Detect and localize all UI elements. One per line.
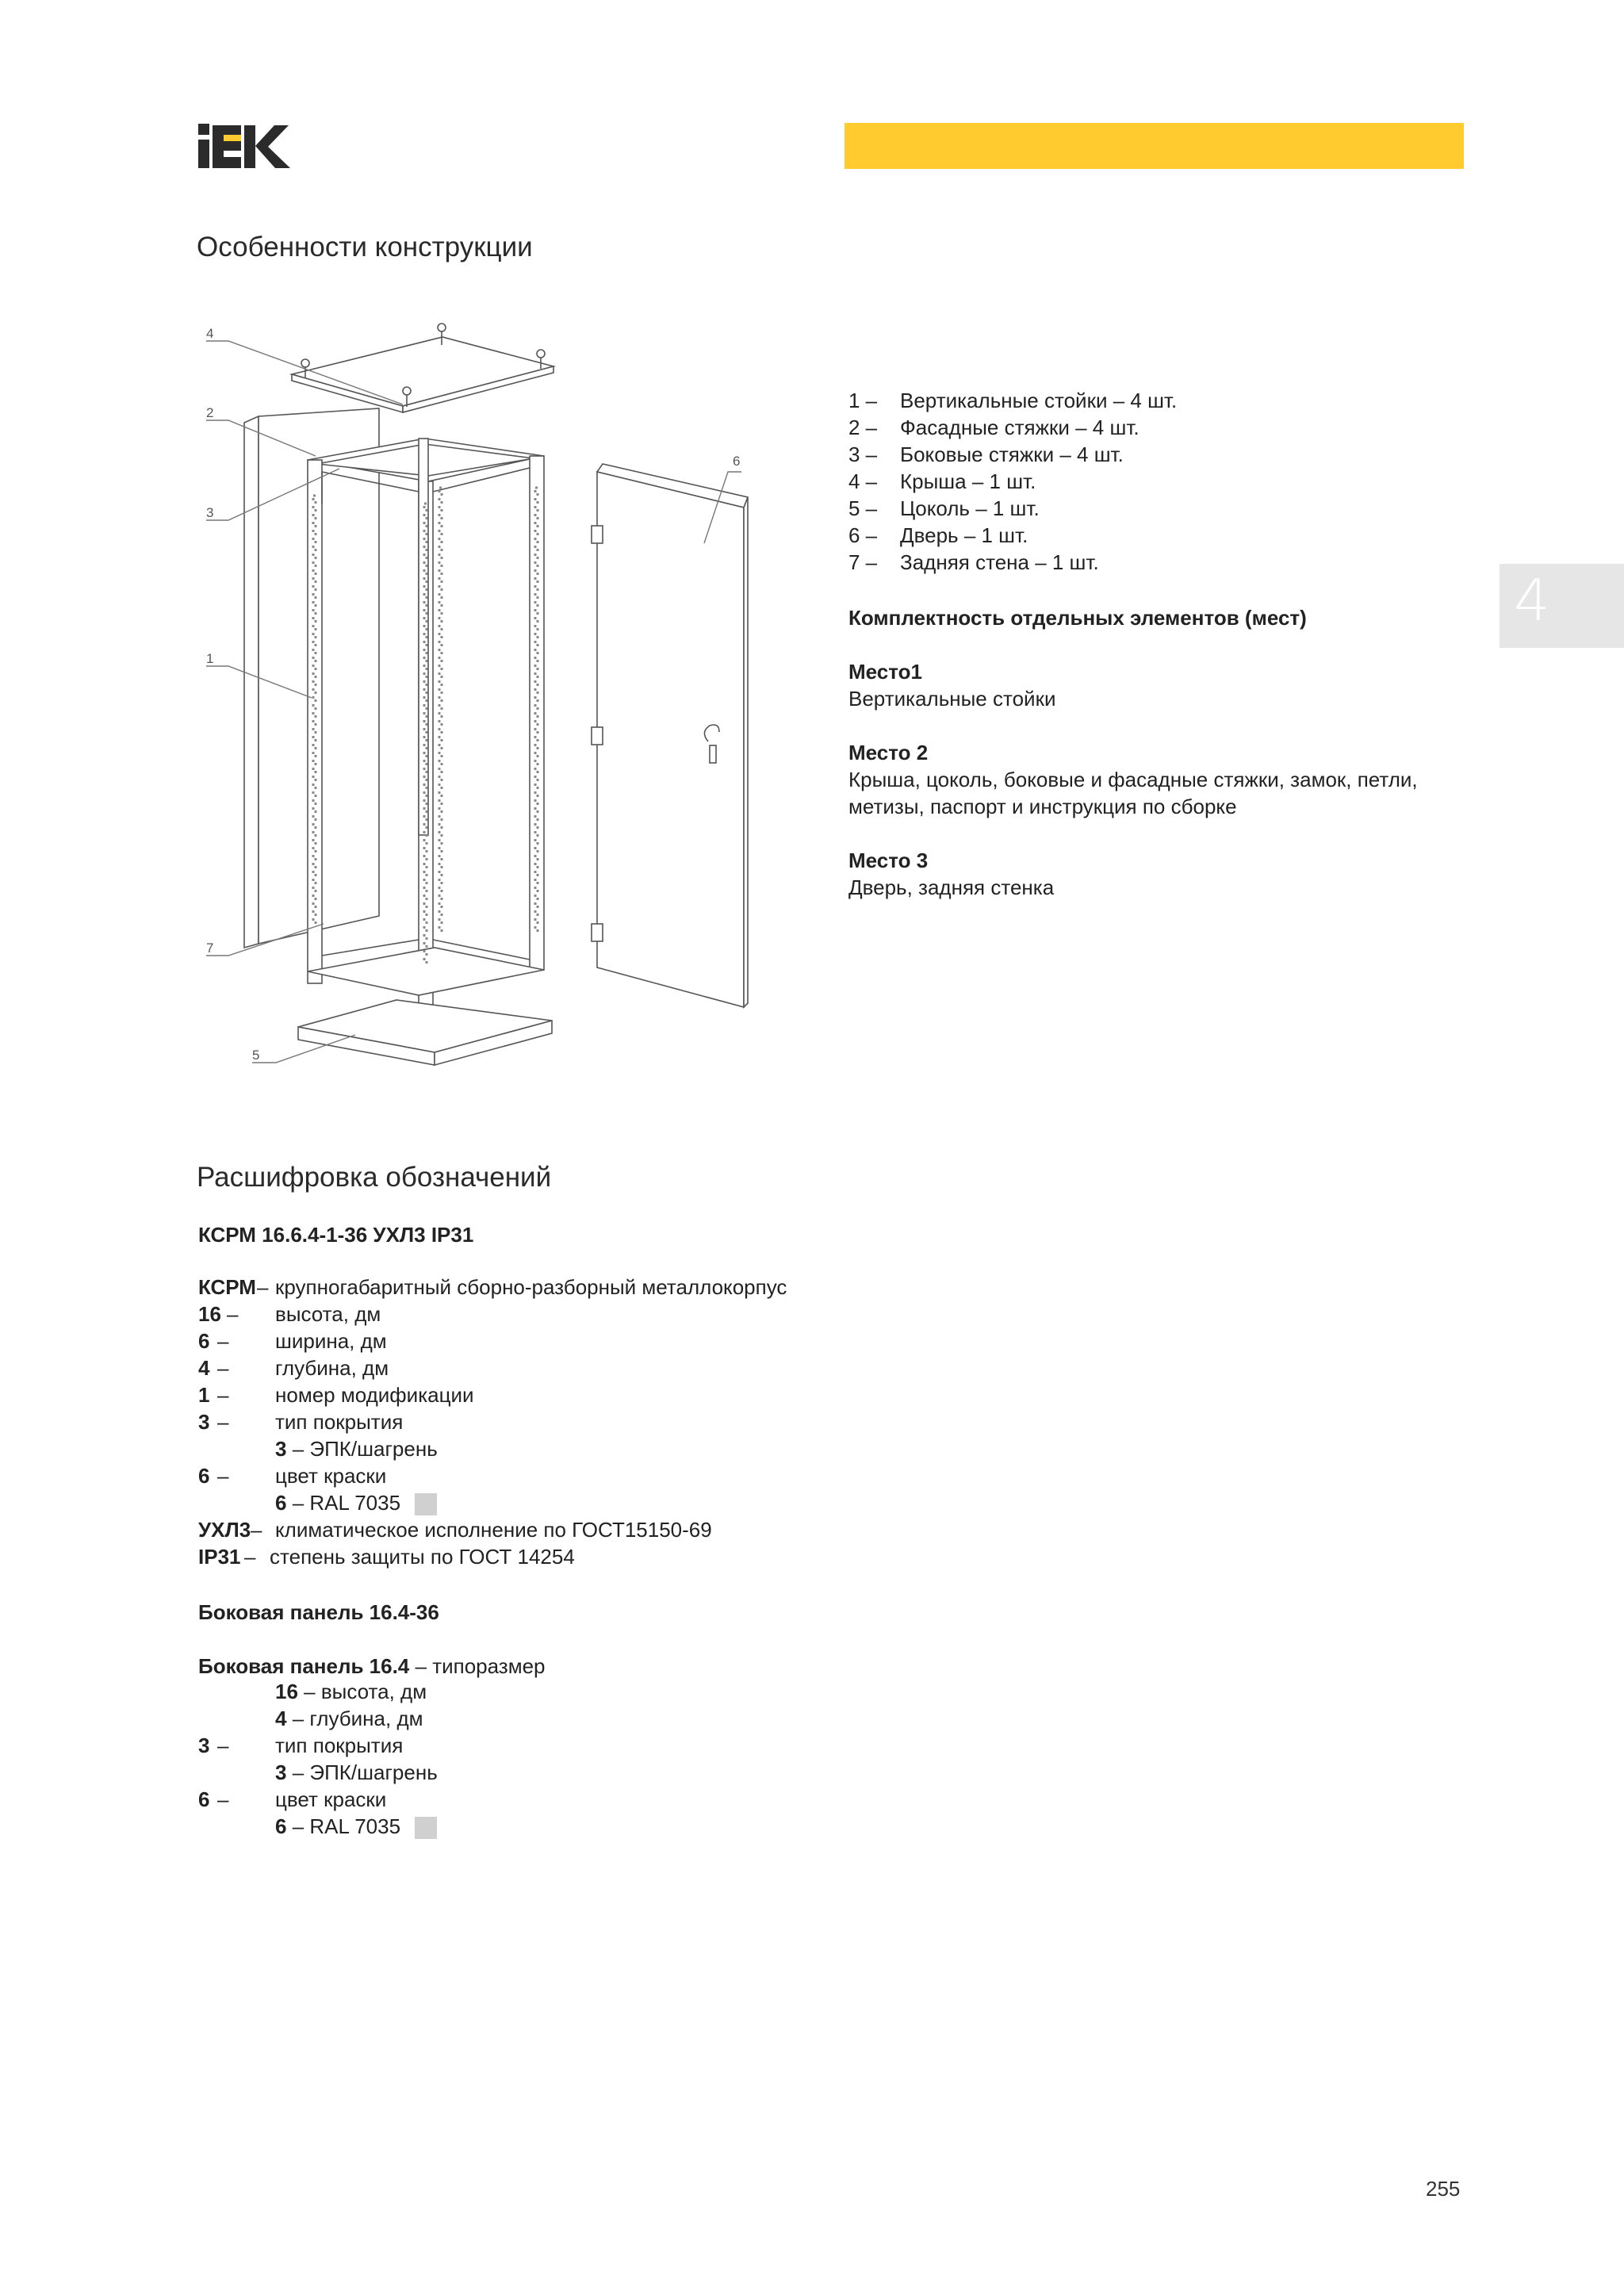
callout-3: 3 bbox=[206, 505, 214, 520]
callout-7: 7 bbox=[206, 941, 214, 956]
callout-5: 5 bbox=[252, 1048, 260, 1063]
side-panel-title: Боковая панель 16.4 – типоразмер bbox=[198, 1654, 546, 1678]
callout-4: 4 bbox=[206, 326, 214, 341]
cabinet-exploded-diagram bbox=[197, 313, 768, 1075]
callout-6: 6 bbox=[733, 454, 741, 469]
page-number: 255 bbox=[1426, 2177, 1461, 2201]
construction-title: Особенности конструкции bbox=[197, 232, 533, 262]
roof-panel bbox=[292, 337, 553, 406]
product-code: КСРМ 16.6.4-1-36 УХЛ3 IP31 bbox=[198, 1223, 474, 1247]
side-panel-code: Боковая панель 16.4-36 bbox=[198, 1600, 439, 1624]
panel-subrow: 6 – RAL 7035 bbox=[275, 1814, 437, 1839]
panel-subrow: 3 – ЭПК/шагрень bbox=[275, 1760, 438, 1784]
section-tab bbox=[1500, 564, 1624, 648]
rear-wall bbox=[244, 416, 259, 948]
section-tab-number: 4 bbox=[1514, 567, 1550, 634]
decoding-subrow: 3 – ЭПК/шагрень bbox=[275, 1437, 438, 1461]
header-accent-bar bbox=[845, 123, 1464, 169]
panel-subrow: 4 – глубина, дм bbox=[275, 1707, 423, 1730]
panel-subrow: 16 – высота, дм bbox=[275, 1680, 427, 1703]
place-3-title: Место 3 bbox=[848, 849, 929, 872]
decoding-title: Расшифровка обозначений bbox=[197, 1162, 552, 1193]
place-1-text: Вертикальные стойки bbox=[848, 687, 1056, 711]
place-3-text: Дверь, задняя стенка bbox=[848, 875, 1055, 899]
callout-1: 1 bbox=[206, 651, 214, 666]
completeness-title: Комплектность отдельных элементов (мест) bbox=[848, 606, 1307, 630]
callout-2: 2 bbox=[206, 405, 214, 420]
decoding-subrow: 6 – RAL 7035 bbox=[275, 1491, 437, 1515]
iek-logo bbox=[197, 122, 292, 170]
place-2-title: Место 2 bbox=[848, 741, 929, 764]
place-1-title: Место1 bbox=[848, 660, 922, 684]
place-2-text-line2: метизы, паспорт и инструкция по сборке bbox=[848, 795, 1237, 818]
ral-7035-swatch bbox=[415, 1493, 437, 1515]
ral-7035-swatch bbox=[415, 1817, 437, 1839]
place-2-text-line1: Крыша, цоколь, боковые и фасадные стяжки, замок, петли, bbox=[848, 768, 1418, 791]
